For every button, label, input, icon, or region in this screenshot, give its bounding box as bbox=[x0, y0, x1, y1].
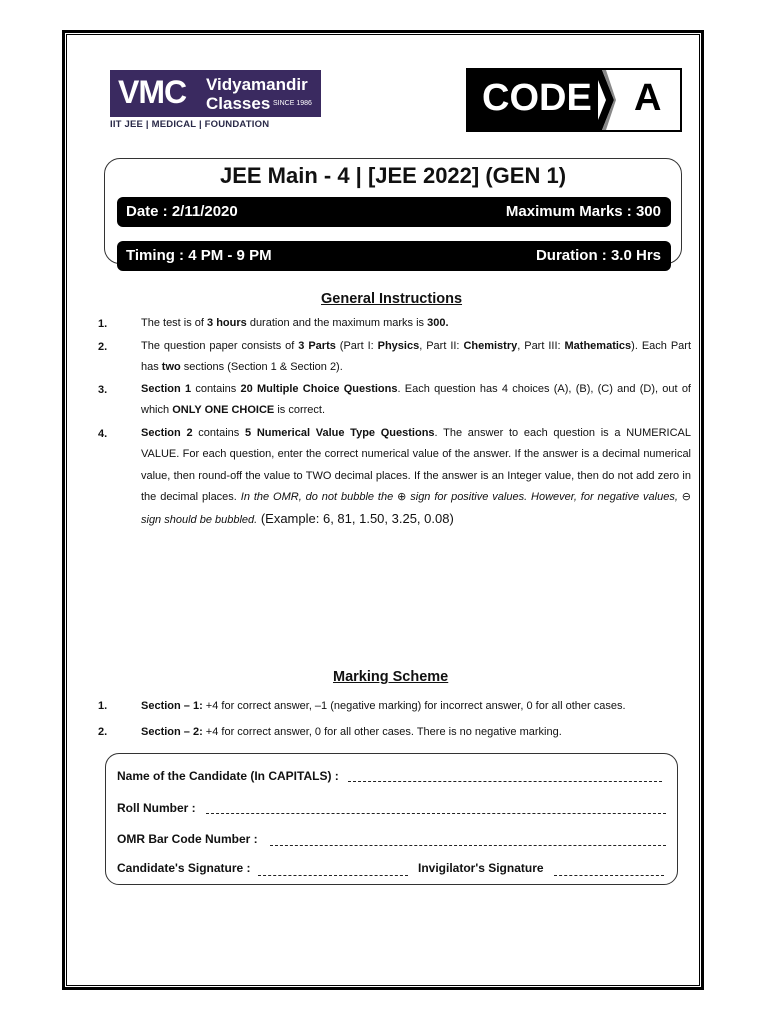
candidate-name-label: Name of the Candidate (In CAPITALS) : bbox=[117, 769, 339, 783]
omr-barcode-label: OMR Bar Code Number : bbox=[117, 832, 258, 846]
gi-3-segment: ONLY ONE CHOICE bbox=[172, 404, 275, 417]
gi-item-4 bbox=[141, 423, 691, 531]
gi-2-segment: two bbox=[161, 361, 181, 374]
gi-2-segment: (Part I: bbox=[335, 340, 378, 352]
omr-barcode-field[interactable] bbox=[270, 845, 666, 846]
gi-2-segment: Mathematics bbox=[564, 340, 632, 352]
gi-2-segment: , Part II: bbox=[419, 340, 464, 352]
exam-date: Date : 2/11/2020 bbox=[126, 203, 238, 220]
ms-text-2: +4 for correct answer, 0 for all other cases. There is no negative marking. bbox=[202, 726, 562, 738]
logo-tagline: IIT JEE | MEDICAL | FOUNDATION bbox=[110, 119, 270, 130]
gi-2-segment: , Part III: bbox=[517, 340, 565, 352]
gi-3-segment: . Each question has 4 choices (A), (B), (C) and (D), out of which bbox=[141, 383, 691, 417]
gi-4-segment: . The answer to each question is a NUMERICAL VALUE. For each question, enter the correct numerical value of the answer. If the answer is a decimal numerical value, then round-off the value to TWO decimal places. If the answer is an Integer value, then do not add zero in the decimal places. bbox=[141, 427, 692, 503]
gi-1-segment: The test is of bbox=[141, 317, 208, 329]
candidate-signature-field[interactable] bbox=[258, 875, 408, 876]
gi-1-segment: 3 hours bbox=[207, 317, 247, 329]
code-word: CODE bbox=[482, 77, 592, 119]
ms-item-2 bbox=[141, 726, 562, 738]
ms-label-1: Section – 1: bbox=[141, 700, 203, 712]
chevron-right-icon bbox=[594, 70, 616, 130]
code-letter: A bbox=[634, 77, 662, 119]
paper-code-box bbox=[466, 68, 682, 132]
ms-label-2: Section – 2: bbox=[141, 726, 203, 738]
invigilator-signature-label: Invigilator's Signature bbox=[418, 861, 544, 875]
ms-number-2: 2. bbox=[98, 726, 108, 738]
gi-item-1 bbox=[141, 313, 691, 334]
gi-2-segment: Physics bbox=[377, 340, 420, 352]
gi-item-3 bbox=[141, 379, 691, 422]
gi-4-segment: contains bbox=[192, 427, 245, 439]
gi-4-segment: In the OMR, do not bubble the ⊕ sign for positive values. However, for negative values, ⊖ sign should be bubbled. bbox=[141, 490, 691, 527]
vmc-logo bbox=[110, 70, 321, 132]
exam-duration: Duration : 3.0 Hrs bbox=[535, 247, 661, 264]
marking-scheme-heading: Marking Scheme bbox=[333, 669, 449, 685]
gi-4-segment: Section 2 bbox=[141, 427, 193, 439]
logo-name-line1: Vidyamandir bbox=[206, 75, 308, 94]
roll-number-field[interactable] bbox=[206, 813, 666, 814]
invigilator-signature-field[interactable] bbox=[554, 875, 664, 876]
gi-1-segment: 300. bbox=[427, 317, 449, 329]
ms-text-1: +4 for correct answer, –1 (negative marking) for incorrect answer, 0 for all other cases. bbox=[202, 700, 626, 712]
gi-4-segment: (Example: 6, 81, 1.50, 3.25, 0.08) bbox=[257, 511, 454, 527]
exam-max-marks: Maximum Marks : 300 bbox=[505, 203, 661, 220]
gi-2-segment: 3 Parts bbox=[298, 340, 336, 352]
roll-number-label: Roll Number : bbox=[117, 801, 196, 815]
gi-number-1: 1. bbox=[98, 318, 108, 330]
date-marks-bar bbox=[117, 197, 671, 227]
gi-3-segment: contains bbox=[191, 383, 241, 395]
gi-4-segment: 5 Numerical Value Type Questions bbox=[244, 427, 435, 439]
gi-item-2 bbox=[141, 336, 691, 379]
ms-item-1 bbox=[141, 700, 626, 712]
logo-since: SINCE 1986 bbox=[273, 100, 312, 107]
gi-1-segment: duration and the maximum marks is bbox=[246, 317, 428, 329]
gi-3-segment: 20 Multiple Choice Questions bbox=[240, 383, 398, 395]
logo-short: VMC bbox=[118, 74, 187, 110]
gi-3-segment: Section 1 bbox=[141, 383, 192, 395]
gi-3-segment: is correct. bbox=[274, 404, 325, 417]
gi-number-4: 4. bbox=[98, 428, 108, 440]
gi-number-3: 3. bbox=[98, 384, 108, 396]
candidate-name-field[interactable] bbox=[348, 781, 662, 782]
exam-timing: Timing : 4 PM - 9 PM bbox=[126, 247, 272, 264]
gi-2-segment: The question paper consists of bbox=[141, 340, 299, 352]
gi-number-2: 2. bbox=[98, 341, 108, 353]
general-instructions-heading: General Instructions bbox=[321, 291, 463, 307]
gi-2-segment: sections (Section 1 & Section 2). bbox=[180, 361, 343, 374]
gi-2-segment: Chemistry bbox=[463, 340, 518, 352]
logo-name-line2: Classes bbox=[206, 94, 271, 113]
ms-number-1: 1. bbox=[98, 700, 108, 712]
timing-duration-bar bbox=[117, 241, 671, 271]
exam-title: JEE Main - 4 | [JEE 2022] (GEN 1) bbox=[219, 163, 567, 188]
gi-2-segment: ). Each Part has bbox=[141, 340, 691, 374]
candidate-signature-label: Candidate's Signature : bbox=[117, 861, 251, 875]
